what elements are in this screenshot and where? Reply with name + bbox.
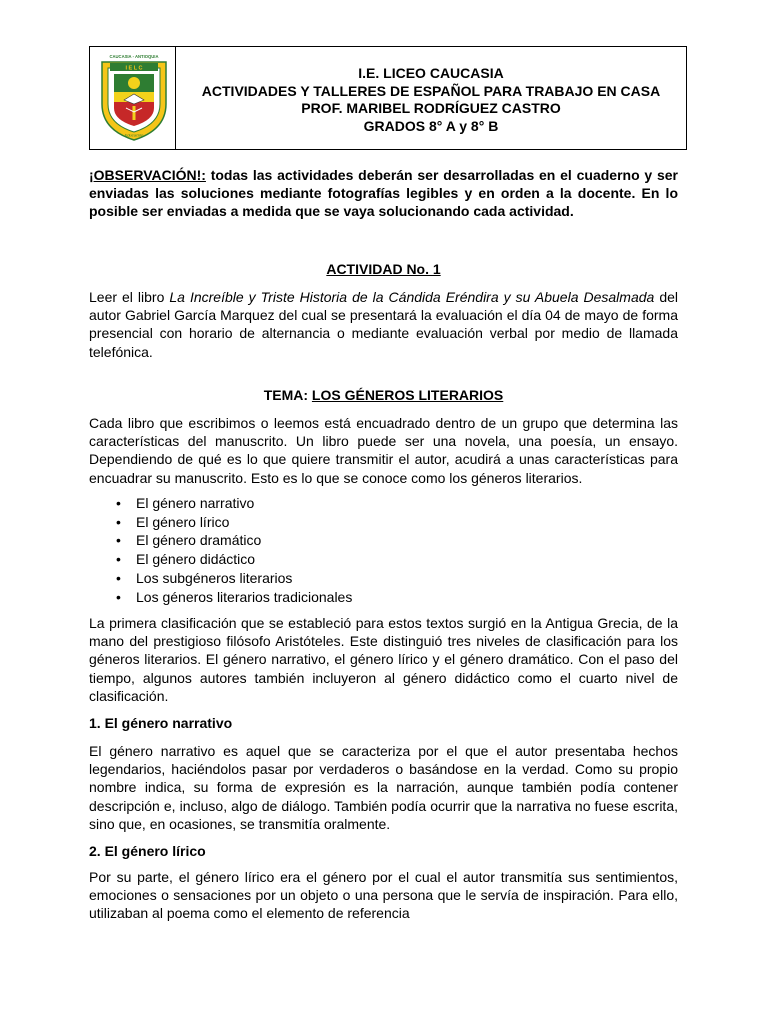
logo-top-text: CAUCASIA - ANTIOQUIA xyxy=(109,54,159,59)
logo-banner-text: I E L C xyxy=(125,65,143,72)
teacher-name: PROF. MARIBEL RODRÍGUEZ CASTRO xyxy=(301,100,561,116)
book-title: La Increíble y Triste Historia de la Cándida Eréndira y su Abuela Desalmada xyxy=(169,289,655,305)
document-title: ACTIVIDADES Y TALLERES DE ESPAÑOL PARA TRABAJO EN CASA xyxy=(201,82,661,99)
school-logo-icon xyxy=(96,52,172,142)
observation-text: todas las actividades deberán ser desarrolladas en el cuaderno y ser enviadas las soluciones mediante fotografías legibles y en orden a la docente. En lo posible ser enviadas a medida que se vaya solucionando cada actividad. xyxy=(89,167,678,220)
header-title-block xyxy=(176,65,686,135)
activity-title: ACTIVIDAD No. 1 xyxy=(326,261,441,277)
activity-intro-end: del autor Gabriel García Marquez del cual se presentará la evaluación el día 04 de mayo de forma presencial con horario de alternancia o mediante evaluación verbal por medio de llamada telefónica. xyxy=(89,289,678,360)
topic-name: LOS GÉNEROS LITERARIOS xyxy=(311,387,504,403)
topic-intro: Cada libro que escribimos o leemos está encuadrado dentro de un grupo que determina las características del manuscrito. Un libro puede ser una novela, una poesía, un ensayo. Dependiendo de qué es lo que quiere transmitir el autor, acudirá a unas características para encuadrar su manuscrito. Esto es lo que se conoce como los géneros literarios. xyxy=(89,415,678,486)
section-heading-narrative: 1. El género narrativo xyxy=(89,715,233,731)
logo-bottom-text: Educación xyxy=(124,132,144,138)
list-item: • El género didáctico xyxy=(116,550,352,569)
history-paragraph: La primera clasificación que se estableció para estos textos surgió en la Antigua Grecia, de la mano del prestigioso filósofo Aristóteles. Este distinguió tres niveles de clasificación para los géneros literarios. El género narrativo, el género lírico y el género dramático. Con el paso del tiempo, algunos autores también incluyeron al género didáctico como el cuarto nivel de clasificación. xyxy=(89,615,678,704)
observation-label: ¡OBSERVACIÓN!: xyxy=(89,167,206,183)
header-table xyxy=(89,46,687,150)
activity-intro xyxy=(89,288,678,361)
section-text-narrative: El género narrativo es aquel que se caracteriza por el que el autor presentaba hechos legendarios, haciéndolos pasar por verdaderos o basándose en la verdad. Como su propio nombre indica, su forma de expresión es la narración, aunque también podía contener descripción e, incluso, algo de diálogo. También podía ocurrir que la narrativa no fuese escrita, sino que, en ocasiones, se transmitía oralmente. xyxy=(89,743,678,832)
section-heading-lyric: 2. El género lírico xyxy=(89,843,206,859)
list-item: • Los géneros literarios tradicionales xyxy=(116,588,352,607)
grades: GRADOS 8° A y 8° B xyxy=(363,117,499,134)
topic-label: TEMA: xyxy=(263,387,312,403)
list-item: • El género narrativo xyxy=(116,494,352,513)
topic-title xyxy=(89,386,678,404)
list-item: • Los subgéneros literarios xyxy=(116,569,352,588)
genre-list xyxy=(116,494,352,606)
section-text-lyric: Por su parte, el género lírico era el género por el cual el autor transmitía sus sentimientos, emociones o sensaciones por un objeto o una persona que le servía de inspiración. Para ello, utilizaban al poema como el elemento de referencia xyxy=(89,869,678,922)
school-name: I.E. LICEO CAUCASIA xyxy=(358,65,504,81)
activity-intro-start: Leer el libro xyxy=(89,289,170,305)
logo-cell xyxy=(90,47,176,149)
observation-paragraph xyxy=(89,166,678,221)
list-item: • El género dramático xyxy=(116,531,352,550)
list-item: • El género lírico xyxy=(116,513,352,532)
